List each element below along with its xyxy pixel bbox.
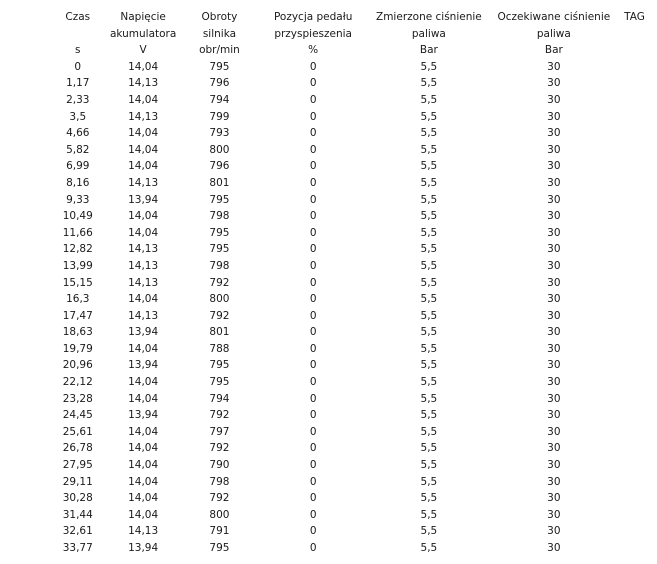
header-pedal-position-cont[interactable]: przyspieszenia <box>274 27 352 40</box>
cell-measured-pressure[interactable]: 5,5 <box>420 525 438 538</box>
cell-time[interactable]: 26,78 <box>62 442 93 455</box>
cell-pedal-position[interactable]: 0 <box>309 243 317 256</box>
cell-pedal-position[interactable]: 0 <box>309 409 317 422</box>
table-row <box>50 407 657 424</box>
cell-engine-rpm[interactable]: 801 <box>209 326 230 339</box>
cell-time[interactable]: 10,49 <box>62 210 93 223</box>
table-row <box>50 374 657 391</box>
cell-expected-pressure[interactable]: 30 <box>547 226 561 239</box>
cell-time[interactable]: 3,5 <box>69 110 87 123</box>
cell-pedal-position[interactable]: 0 <box>309 359 317 372</box>
cell-pedal-position[interactable]: 0 <box>309 127 317 140</box>
table-row <box>50 291 657 308</box>
cell-tag[interactable] <box>618 324 657 341</box>
header-tag[interactable]: TAG <box>624 11 645 23</box>
cell-tag[interactable] <box>618 208 657 225</box>
cell-measured-pressure[interactable]: 5,5 <box>420 193 438 206</box>
table-row <box>50 391 657 408</box>
cell-battery-voltage[interactable]: 14,04 <box>128 492 159 505</box>
cell-engine-rpm[interactable]: 792 <box>209 309 230 322</box>
cell-engine-rpm[interactable]: 798 <box>209 475 230 488</box>
cell-expected-pressure[interactable]: 30 <box>547 243 561 256</box>
cell-engine-rpm[interactable]: 798 <box>209 210 230 223</box>
cell-time[interactable]: 27,95 <box>62 459 93 472</box>
table-row <box>50 357 657 374</box>
cell-expected-pressure[interactable]: 30 <box>547 176 561 189</box>
cell-tag[interactable] <box>618 407 657 424</box>
cell-engine-rpm[interactable]: 795 <box>209 193 230 206</box>
header-battery-voltage-cont[interactable]: akumulatora <box>109 27 177 40</box>
cell-measured-pressure[interactable]: 5,5 <box>420 243 438 256</box>
cell-battery-voltage[interactable]: 14,04 <box>128 425 159 438</box>
cell-measured-pressure[interactable]: 5,5 <box>420 60 438 73</box>
cell-pedal-position[interactable]: 0 <box>309 77 317 90</box>
cell-expected-pressure[interactable]: 30 <box>547 309 561 322</box>
cell-engine-rpm[interactable]: 800 <box>209 293 230 306</box>
cell-battery-voltage[interactable]: 14,04 <box>128 210 159 223</box>
unit-tag[interactable] <box>618 42 657 59</box>
cell-measured-pressure[interactable]: 5,5 <box>420 77 438 90</box>
cell-battery-voltage[interactable]: 14,04 <box>128 160 159 173</box>
cell-time[interactable]: 22,12 <box>62 376 93 389</box>
header-time-cont[interactable] <box>50 26 106 43</box>
cell-battery-voltage[interactable]: 14,04 <box>128 143 159 156</box>
cell-tag[interactable] <box>618 142 657 159</box>
table-row <box>50 440 657 457</box>
cell-expected-pressure[interactable]: 30 <box>547 259 561 272</box>
cell-engine-rpm[interactable]: 792 <box>209 276 230 289</box>
header-row-units <box>50 42 657 59</box>
table-row <box>50 474 657 491</box>
cell-tag[interactable] <box>618 192 657 209</box>
cell-battery-voltage[interactable]: 13,94 <box>128 193 159 206</box>
cell-expected-pressure[interactable]: 30 <box>547 60 561 73</box>
cell-expected-pressure[interactable]: 30 <box>547 508 561 521</box>
cell-expected-pressure[interactable]: 30 <box>547 127 561 140</box>
cell-engine-rpm[interactable]: 792 <box>209 442 230 455</box>
cell-tag[interactable] <box>618 241 657 258</box>
cell-time[interactable]: 15,15 <box>62 276 93 289</box>
cell-tag[interactable] <box>618 75 657 92</box>
cell-time[interactable]: 2,33 <box>66 93 90 106</box>
cell-engine-rpm[interactable]: 795 <box>209 542 230 554</box>
table-row <box>50 125 657 142</box>
cell-expected-pressure[interactable]: 30 <box>547 193 561 206</box>
cell-time[interactable]: 5,82 <box>66 143 90 156</box>
cell-expected-pressure[interactable]: 30 <box>547 542 561 554</box>
cell-measured-pressure[interactable]: 5,5 <box>420 226 438 239</box>
cell-pedal-position[interactable]: 0 <box>309 442 317 455</box>
cell-pedal-position[interactable]: 0 <box>309 226 317 239</box>
table-row <box>50 540 657 557</box>
cell-engine-rpm[interactable]: 792 <box>209 409 230 422</box>
cell-time[interactable]: 32,61 <box>62 525 93 538</box>
table-row <box>50 142 657 159</box>
cell-tag[interactable] <box>618 275 657 292</box>
cell-measured-pressure[interactable]: 5,5 <box>420 276 438 289</box>
cell-engine-rpm[interactable]: 793 <box>209 127 230 140</box>
cell-pedal-position[interactable]: 0 <box>309 176 317 189</box>
cell-measured-pressure[interactable]: 5,5 <box>420 210 438 223</box>
cell-engine-rpm[interactable]: 800 <box>209 143 230 156</box>
cell-battery-voltage[interactable]: 14,13 <box>128 77 159 90</box>
cell-expected-pressure[interactable]: 30 <box>547 475 561 488</box>
cell-measured-pressure[interactable]: 5,5 <box>420 293 438 306</box>
unit-engine-rpm[interactable]: obr/min <box>199 44 240 57</box>
cell-time[interactable]: 8,16 <box>66 176 90 189</box>
cell-expected-pressure[interactable]: 30 <box>547 492 561 505</box>
cell-measured-pressure[interactable]: 5,5 <box>420 176 438 189</box>
cell-pedal-position[interactable]: 0 <box>309 210 317 223</box>
cell-battery-voltage[interactable]: 14,04 <box>128 226 159 239</box>
cell-expected-pressure[interactable]: 30 <box>547 359 561 372</box>
cell-expected-pressure[interactable]: 30 <box>547 376 561 389</box>
cell-measured-pressure[interactable]: 5,5 <box>420 326 438 339</box>
cell-expected-pressure[interactable]: 30 <box>547 210 561 223</box>
table-row <box>50 225 657 242</box>
cell-time[interactable]: 6,99 <box>66 160 90 173</box>
cell-measured-pressure[interactable]: 5,5 <box>420 342 438 355</box>
cell-battery-voltage[interactable]: 14,04 <box>128 93 159 106</box>
cell-time[interactable]: 29,11 <box>62 475 93 488</box>
cell-tag[interactable] <box>618 92 657 109</box>
cell-engine-rpm[interactable]: 801 <box>209 176 230 189</box>
table-row <box>50 208 657 225</box>
cell-expected-pressure[interactable]: 30 <box>547 425 561 438</box>
cell-time[interactable]: 20,96 <box>62 359 93 372</box>
cell-measured-pressure[interactable]: 5,5 <box>420 425 438 438</box>
cell-expected-pressure[interactable]: 30 <box>547 409 561 422</box>
cell-tag[interactable] <box>618 357 657 374</box>
cell-expected-pressure[interactable]: 30 <box>547 293 561 306</box>
table-row <box>50 490 657 507</box>
cell-time[interactable]: 19,79 <box>62 342 93 355</box>
cell-engine-rpm[interactable]: 795 <box>209 243 230 256</box>
table-row <box>50 109 657 126</box>
cell-engine-rpm[interactable]: 799 <box>209 110 230 123</box>
header-battery-voltage[interactable]: Napięcie <box>120 11 166 23</box>
cell-tag[interactable] <box>618 125 657 142</box>
cell-time[interactable]: 4,66 <box>66 127 90 140</box>
cell-pedal-position[interactable]: 0 <box>309 475 317 488</box>
cell-time[interactable]: 0 <box>74 60 82 73</box>
cell-measured-pressure[interactable]: 5,5 <box>420 110 438 123</box>
cell-time[interactable]: 17,47 <box>62 309 93 322</box>
table-row <box>50 275 657 292</box>
cell-time[interactable]: 25,61 <box>62 425 93 438</box>
cell-engine-rpm[interactable]: 797 <box>209 425 230 438</box>
cell-tag[interactable] <box>618 158 657 175</box>
cell-engine-rpm[interactable]: 800 <box>209 508 230 521</box>
cell-tag[interactable] <box>618 225 657 242</box>
cell-tag[interactable] <box>618 507 657 524</box>
cell-engine-rpm[interactable]: 790 <box>209 459 230 472</box>
cell-measured-pressure[interactable]: 5,5 <box>420 459 438 472</box>
cell-tag[interactable] <box>618 109 657 126</box>
table-row <box>50 457 657 474</box>
cell-time[interactable]: 24,45 <box>62 409 93 422</box>
cell-battery-voltage[interactable]: 14,13 <box>128 525 159 538</box>
unit-pedal-position[interactable]: % <box>308 44 319 57</box>
cell-time[interactable]: 31,44 <box>62 508 93 521</box>
header-pedal-position[interactable]: Pozycja pedału <box>273 11 353 23</box>
cell-battery-voltage[interactable]: 14,04 <box>128 127 159 140</box>
cell-pedal-position[interactable]: 0 <box>309 459 317 472</box>
cell-measured-pressure[interactable]: 5,5 <box>420 492 438 505</box>
cell-tag[interactable] <box>618 291 657 308</box>
cell-tag[interactable] <box>618 374 657 391</box>
cell-engine-rpm[interactable]: 791 <box>209 525 230 538</box>
cell-battery-voltage[interactable]: 14,13 <box>128 176 159 189</box>
cell-tag[interactable] <box>618 540 657 557</box>
table-row <box>50 92 657 109</box>
cell-battery-voltage[interactable]: 14,13 <box>128 110 159 123</box>
table-body <box>50 59 657 557</box>
cell-engine-rpm[interactable]: 796 <box>209 77 230 90</box>
cell-expected-pressure[interactable]: 30 <box>547 77 561 90</box>
cell-expected-pressure[interactable]: 30 <box>547 442 561 455</box>
table-row <box>50 158 657 175</box>
cell-engine-rpm[interactable]: 794 <box>209 392 230 405</box>
cell-pedal-position[interactable]: 0 <box>309 160 317 173</box>
cell-battery-voltage[interactable]: 13,94 <box>128 542 159 554</box>
cell-tag[interactable] <box>618 258 657 275</box>
cell-time[interactable]: 23,28 <box>62 392 93 405</box>
unit-expected-pressure[interactable]: Bar <box>544 44 563 57</box>
cell-time[interactable]: 11,66 <box>62 226 93 239</box>
cell-expected-pressure[interactable]: 30 <box>547 143 561 156</box>
cell-pedal-position[interactable]: 0 <box>309 425 317 438</box>
header-expected-pressure-cont[interactable]: paliwa <box>536 27 571 40</box>
cell-pedal-position[interactable]: 0 <box>309 342 317 355</box>
cell-battery-voltage[interactable]: 14,13 <box>128 309 159 322</box>
cell-battery-voltage[interactable]: 13,94 <box>128 326 159 339</box>
unit-time[interactable]: s <box>75 44 81 57</box>
table-row <box>50 507 657 524</box>
cell-pedal-position[interactable]: 0 <box>309 259 317 272</box>
cell-time[interactable]: 30,28 <box>62 492 93 505</box>
cell-engine-rpm[interactable]: 796 <box>209 160 230 173</box>
header-tag-cont[interactable] <box>618 26 657 43</box>
cell-expected-pressure[interactable]: 30 <box>547 276 561 289</box>
cell-pedal-position[interactable]: 0 <box>309 60 317 73</box>
cell-time[interactable]: 12,82 <box>62 243 93 256</box>
cell-engine-rpm[interactable]: 788 <box>209 342 230 355</box>
table-row <box>50 324 657 341</box>
unit-measured-pressure[interactable]: Bar <box>419 44 438 57</box>
cell-tag[interactable] <box>618 474 657 491</box>
cell-measured-pressure[interactable]: 5,5 <box>420 359 438 372</box>
header-row-names <box>50 9 657 26</box>
cell-pedal-position[interactable]: 0 <box>309 293 317 306</box>
cell-time[interactable]: 9,33 <box>66 193 90 206</box>
data-table <box>50 9 657 557</box>
table-row <box>50 59 657 76</box>
cell-battery-voltage[interactable]: 14,04 <box>128 293 159 306</box>
cell-tag[interactable] <box>618 523 657 540</box>
cell-engine-rpm[interactable]: 798 <box>209 259 230 272</box>
cell-tag[interactable] <box>618 457 657 474</box>
cell-tag[interactable] <box>618 424 657 441</box>
cell-time[interactable]: 1,17 <box>66 77 90 90</box>
cell-battery-voltage[interactable]: 14,13 <box>128 259 159 272</box>
cell-tag[interactable] <box>618 391 657 408</box>
cell-measured-pressure[interactable]: 5,5 <box>420 127 438 140</box>
cell-pedal-position[interactable]: 0 <box>309 93 317 106</box>
header-measured-pressure[interactable]: Zmierzone ciśnienie <box>376 11 482 23</box>
cell-measured-pressure[interactable]: 5,5 <box>420 442 438 455</box>
cell-measured-pressure[interactable]: 5,5 <box>420 392 438 405</box>
header-engine-rpm[interactable]: Obroty <box>201 11 238 23</box>
cell-engine-rpm[interactable]: 792 <box>209 492 230 505</box>
cell-expected-pressure[interactable]: 30 <box>547 160 561 173</box>
cell-measured-pressure[interactable]: 5,5 <box>420 475 438 488</box>
cell-battery-voltage[interactable]: 14,04 <box>128 60 159 73</box>
table-row <box>50 175 657 192</box>
table-row <box>50 75 657 92</box>
cell-time[interactable]: 13,99 <box>62 259 93 272</box>
table-row <box>50 523 657 540</box>
cell-pedal-position[interactable]: 0 <box>309 193 317 206</box>
cell-pedal-position[interactable]: 0 <box>309 376 317 389</box>
cell-engine-rpm[interactable]: 795 <box>209 359 230 372</box>
cell-measured-pressure[interactable]: 5,5 <box>420 93 438 106</box>
header-expected-pressure[interactable]: Oczekiwane ciśnienie <box>497 11 611 23</box>
cell-measured-pressure[interactable]: 5,5 <box>420 259 438 272</box>
table-row <box>50 424 657 441</box>
cell-pedal-position[interactable]: 0 <box>309 276 317 289</box>
header-measured-pressure-cont[interactable]: paliwa <box>411 27 446 40</box>
table-row <box>50 241 657 258</box>
cell-battery-voltage[interactable]: 14,04 <box>128 376 159 389</box>
cell-time[interactable]: 33,77 <box>62 542 93 554</box>
cell-battery-voltage[interactable]: 14,04 <box>128 459 159 472</box>
cell-tag[interactable] <box>618 490 657 507</box>
cell-battery-voltage[interactable]: 13,94 <box>128 409 159 422</box>
cell-engine-rpm[interactable]: 794 <box>209 93 230 106</box>
cell-battery-voltage[interactable]: 14,04 <box>128 475 159 488</box>
cell-tag[interactable] <box>618 308 657 325</box>
cell-pedal-position[interactable]: 0 <box>309 525 317 538</box>
cell-tag[interactable] <box>618 341 657 358</box>
cell-pedal-position[interactable]: 0 <box>309 309 317 322</box>
cell-measured-pressure[interactable]: 5,5 <box>420 409 438 422</box>
cell-expected-pressure[interactable]: 30 <box>547 525 561 538</box>
header-row-names-cont <box>50 26 657 43</box>
cell-measured-pressure[interactable]: 5,5 <box>420 309 438 322</box>
cell-expected-pressure[interactable]: 30 <box>547 326 561 339</box>
table-header <box>50 9 657 59</box>
cell-measured-pressure[interactable]: 5,5 <box>420 143 438 156</box>
cell-pedal-position[interactable]: 0 <box>309 326 317 339</box>
cell-expected-pressure[interactable]: 30 <box>547 342 561 355</box>
cell-pedal-position[interactable]: 0 <box>309 110 317 123</box>
cell-pedal-position[interactable]: 0 <box>309 508 317 521</box>
cell-battery-voltage[interactable]: 14,04 <box>128 508 159 521</box>
cell-tag[interactable] <box>618 440 657 457</box>
cell-tag[interactable] <box>618 175 657 192</box>
unit-battery-voltage[interactable]: V <box>139 44 147 57</box>
cell-expected-pressure[interactable]: 30 <box>547 392 561 405</box>
cell-engine-rpm[interactable]: 795 <box>209 376 230 389</box>
cell-engine-rpm[interactable]: 795 <box>209 226 230 239</box>
table-row <box>50 308 657 325</box>
cell-expected-pressure[interactable]: 30 <box>547 110 561 123</box>
table-row <box>50 341 657 358</box>
cell-time[interactable]: 18,63 <box>62 326 93 339</box>
cell-pedal-position[interactable]: 0 <box>309 392 317 405</box>
cell-measured-pressure[interactable]: 5,5 <box>420 376 438 389</box>
cell-battery-voltage[interactable]: 14,13 <box>128 276 159 289</box>
cell-time[interactable]: 16,3 <box>66 293 90 306</box>
cell-expected-pressure[interactable]: 30 <box>547 459 561 472</box>
cell-battery-voltage[interactable]: 13,94 <box>128 359 159 372</box>
table-row <box>50 258 657 275</box>
cell-pedal-position[interactable]: 0 <box>309 542 317 554</box>
cell-battery-voltage[interactable]: 14,04 <box>128 442 159 455</box>
cell-measured-pressure[interactable]: 5,5 <box>420 542 438 554</box>
header-time[interactable]: Czas <box>65 11 91 23</box>
cell-measured-pressure[interactable]: 5,5 <box>420 160 438 173</box>
cell-tag[interactable] <box>618 59 657 76</box>
cell-pedal-position[interactable]: 0 <box>309 143 317 156</box>
cell-battery-voltage[interactable]: 14,04 <box>128 342 159 355</box>
cell-engine-rpm[interactable]: 795 <box>209 60 230 73</box>
cell-battery-voltage[interactable]: 14,13 <box>128 243 159 256</box>
cell-measured-pressure[interactable]: 5,5 <box>420 508 438 521</box>
table-row <box>50 192 657 209</box>
header-engine-rpm-cont[interactable]: silnika <box>202 27 237 40</box>
cell-battery-voltage[interactable]: 14,04 <box>128 392 159 405</box>
cell-pedal-position[interactable]: 0 <box>309 492 317 505</box>
cell-expected-pressure[interactable]: 30 <box>547 93 561 106</box>
